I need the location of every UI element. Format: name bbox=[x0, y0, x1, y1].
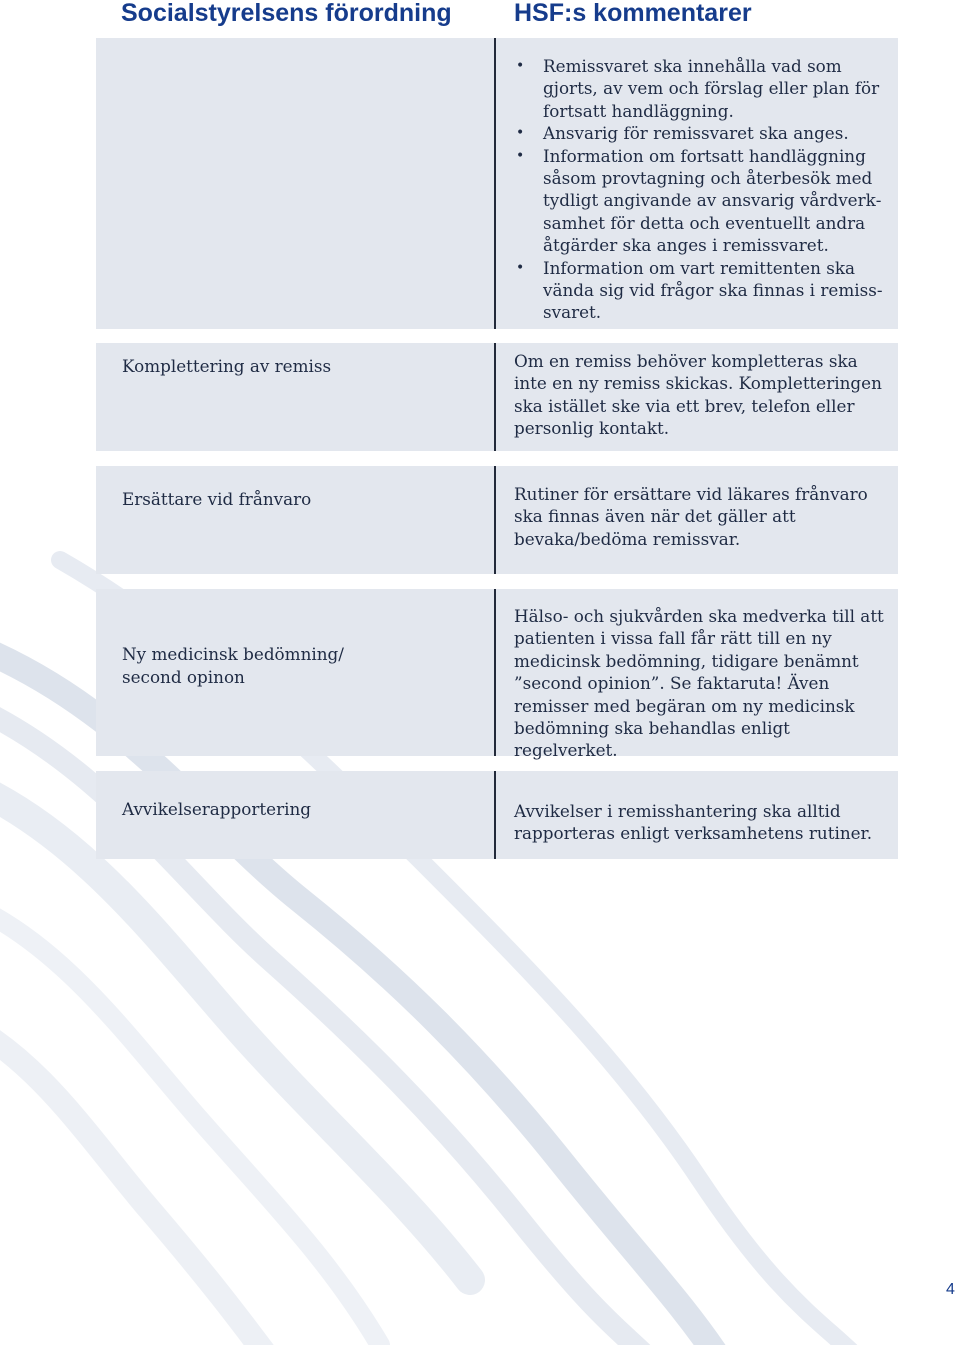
column-divider bbox=[494, 589, 496, 756]
table-row bbox=[96, 466, 898, 574]
comment-text: Om en remiss behöver kompletteras ska inte en ny remiss skickas. Kompletteringen ska istället ske via ett brev, telefon eller personlig kontakt. bbox=[514, 351, 882, 439]
bullet-item: • Ansvarig för remissvaret ska anges. bbox=[514, 122, 889, 144]
page-number: 4 bbox=[946, 1281, 955, 1298]
regulation-label: Komplettering av remiss bbox=[122, 356, 332, 376]
bullet-item: • Information om vart remittenten ska vända sig vid frågor ska finnas i remisssvaret. bbox=[514, 257, 889, 324]
table-row bbox=[96, 38, 898, 329]
column-header-regulation: Socialstyrelsens förordning bbox=[121, 0, 452, 27]
regulation-label: Ersättare vid frånvaro bbox=[122, 489, 312, 509]
column-divider bbox=[494, 38, 496, 329]
column-divider bbox=[494, 466, 496, 574]
table-row bbox=[96, 343, 898, 451]
table-row bbox=[96, 589, 898, 761]
comment-text: Hälso- och sjukvården ska medverka till att patienten i vissa fall får rätt till en ny medicinsk bedömning, tidigare benämnt ”second opinion”. Se faktaruta! Även remisser med begäran om ny medicinsk bedömning ska behandlas enligt regelverket. bbox=[514, 606, 884, 761]
column-divider bbox=[494, 771, 496, 859]
column-divider bbox=[494, 343, 496, 451]
bullet-item: • Information om fortsatt handläggning såsom provtagning och återbesök med tydligt angivande av ansvarig vårdverksamhet för detta och eventuellt andra åtgärder ska anges i remissvaret. bbox=[514, 145, 889, 257]
regulation-label: Avvikelserapportering bbox=[122, 799, 312, 819]
column-header-comments: HSF:s kommentarer bbox=[514, 0, 752, 27]
comment-text: Rutiner för ersättare vid läkares frånvaro ska finnas även när det gäller att bevaka/bedöma remissvar. bbox=[514, 484, 868, 549]
comment-bullet-list bbox=[514, 55, 889, 324]
comment-text: Avvikelser i remisshantering ska alltid rapporteras enligt verksamhetens rutiner. bbox=[514, 801, 873, 844]
table-row bbox=[96, 771, 898, 859]
regulation-label: Ny medicinsk bedömning/ second opinon bbox=[122, 644, 344, 687]
bullet-item: • Remissvaret ska innehålla vad som gjorts, av vem och förslag eller plan för fortsatt handläggning. bbox=[514, 55, 889, 122]
